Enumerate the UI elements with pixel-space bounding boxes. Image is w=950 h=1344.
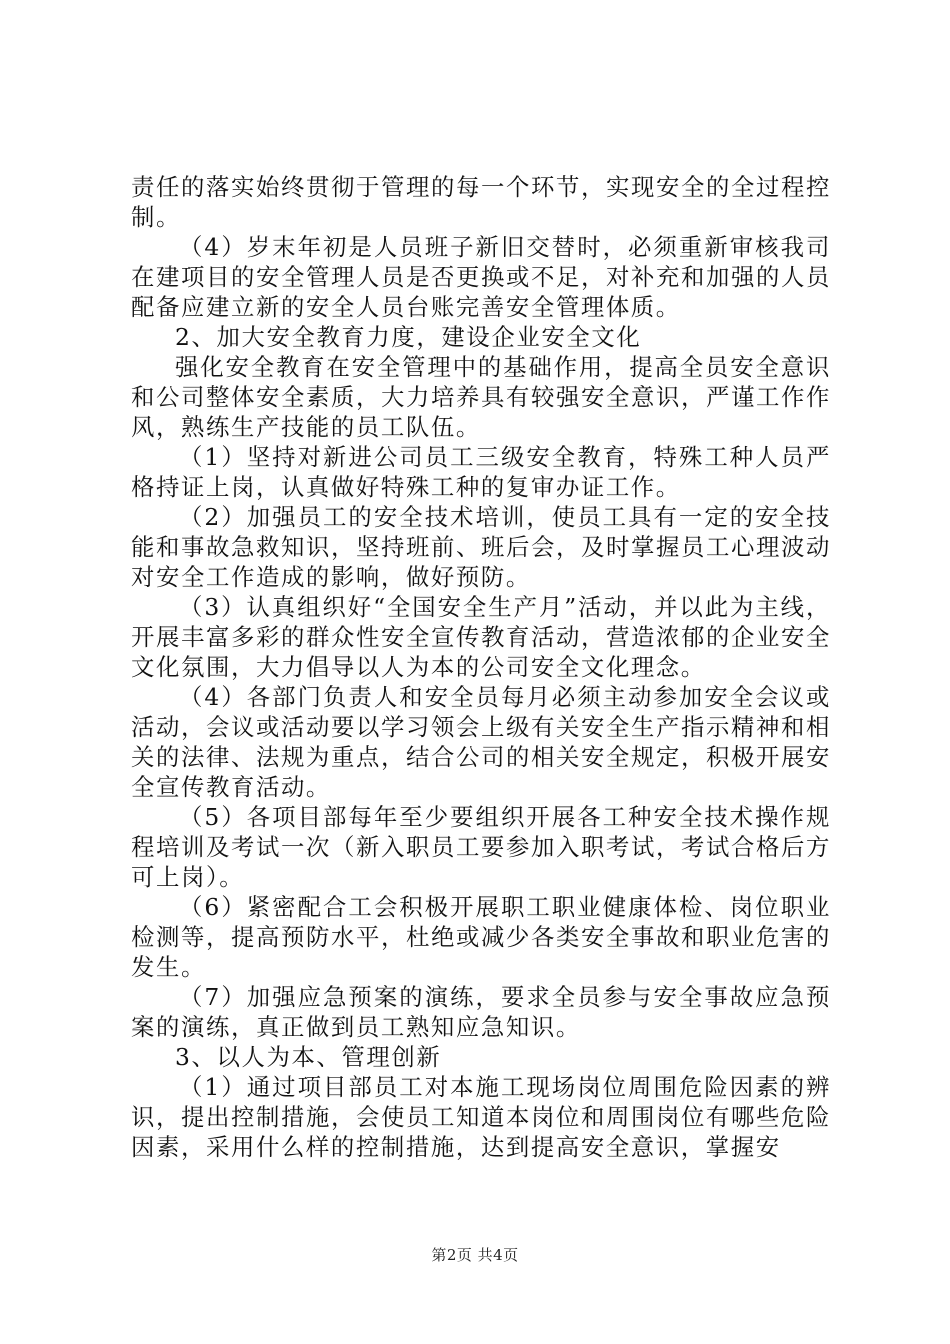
paragraph-item-2-technical: （2）加强员工的安全技术培训，使员工具有一定的安全技能和事故急救知识，坚持班前、班后会，及时掌握员工心理波动对安全工作造成的影响，做好预防。 (131, 503, 831, 591)
paragraph-item-5-exams: （5）各项目部每年至少要组织开展各工种安全技术操作规程培训及考试一次（新入职员工要参加入职考试，考试合格后方可上岗）。 (131, 803, 831, 891)
section-heading-3: 3、以人为本、管理创新 (175, 1043, 442, 1071)
document-body (131, 172, 831, 1162)
paragraph-item-1-training: （1）坚持对新进公司员工三级安全教育，特殊工种人员严格持证上岗，认真做好特殊工种的复审办证工作。 (131, 443, 831, 501)
paragraph-item-1-hazard-identification: （1）通过项目部员工对本施工现场岗位周围危险因素的辨识，提出控制措施，会使员工知道本岗位和周围岗位有哪些危险因素，采用什么样的控制措施，达到提高安全意识，掌握安 (131, 1073, 831, 1161)
section-heading-2: 2、加大安全教育力度，建设企业安全文化 (175, 323, 642, 351)
paragraph-continuation: 责任的落实始终贯彻于管理的每一个环节，实现安全的全过程控制。 (131, 173, 831, 231)
paragraph-safety-education-intro: 强化安全教育在安全管理中的基础作用，提高全员安全意识和公司整体安全素质，大力培养具有较强安全意识，严谨工作作风，熟练生产技能的员工队伍。 (131, 353, 831, 441)
paragraph-item-7-emergency: （7）加强应急预案的演练，要求全员参与安全事故应急预案的演练，真正做到员工熟知应急知识。 (131, 983, 831, 1041)
page-footer: 第2页 共4页 (431, 1246, 519, 1264)
paragraph-item-4-meetings: （4）各部门负责人和安全员每月必须主动参加安全会议或活动，会议或活动要以学习领会上级有关安全生产指示精神和相关的法律、法规为重点，结合公司的相关安全规定，积极开展安全宣传教育活动。 (131, 683, 831, 801)
paragraph-item-6-health: （6）紧密配合工会积极开展职工职业健康体检、岗位职业检测等，提高预防水平，杜绝或减少各类安全事故和职业危害的发生。 (131, 893, 831, 981)
paragraph-item-4-staffing: （4）岁末年初是人员班子新旧交替时，必须重新审核我司在建项目的安全管理人员是否更换或不足，对补充和加强的人员配备应建立新的安全人员台账完善安全管理体质。 (131, 233, 831, 321)
paragraph-item-3-safety-month: （3）认真组织好“全国安全生产月”活动，并以此为主线，开展丰富多彩的群众性安全宣传教育活动，营造浓郁的企业安全文化氛围，大力倡导以人为本的公司安全文化理念。 (131, 593, 831, 681)
